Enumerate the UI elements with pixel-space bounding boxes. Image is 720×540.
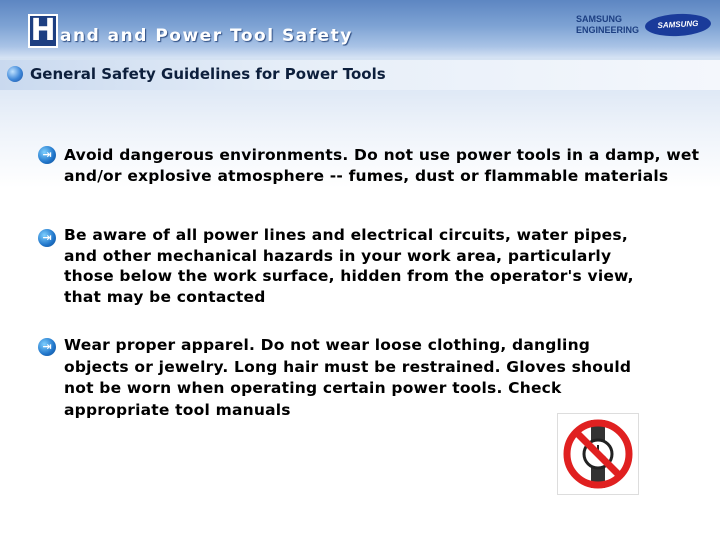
- list-item: Be aware of all power lines and electrical circuits, water pipes, and other mechanical hazards in your work area, particularly those below the work surface, hidden from the operator's view, that may be contacted: [64, 226, 634, 306]
- arrow-entry-icon: ⇥: [38, 338, 56, 356]
- slide-title: and and Power Tool Safety: [60, 26, 353, 46]
- brand-line-2: ENGINEERING: [576, 25, 640, 35]
- no-watch-svg: [558, 414, 638, 494]
- list-item: Avoid dangerous environments. Do not use power tools in a damp, wet and/or explosive atmosphere -- fumes, dust or flammable materials: [64, 146, 700, 185]
- subtitle: General Safety Guidelines for Power Tools: [30, 65, 386, 83]
- no-watch-sign-icon: [557, 413, 639, 495]
- list-item: Wear proper apparel. Do not wear loose clothing, dangling objects or jewelry. Long hair must be restrained. Gloves should not be worn when operating certain power tools. Check appropriate tool manuals: [64, 336, 632, 419]
- brand-line-1: SAMSUNG: [576, 14, 623, 24]
- samsung-logo: SAMSUNG: [644, 12, 711, 37]
- subtitle-bullet-icon: [7, 66, 23, 82]
- title-initial: H: [28, 14, 58, 48]
- brand-text: [576, 14, 639, 36]
- arrow-entry-icon: ⇥: [38, 146, 56, 164]
- arrow-entry-icon: ⇥: [38, 229, 56, 247]
